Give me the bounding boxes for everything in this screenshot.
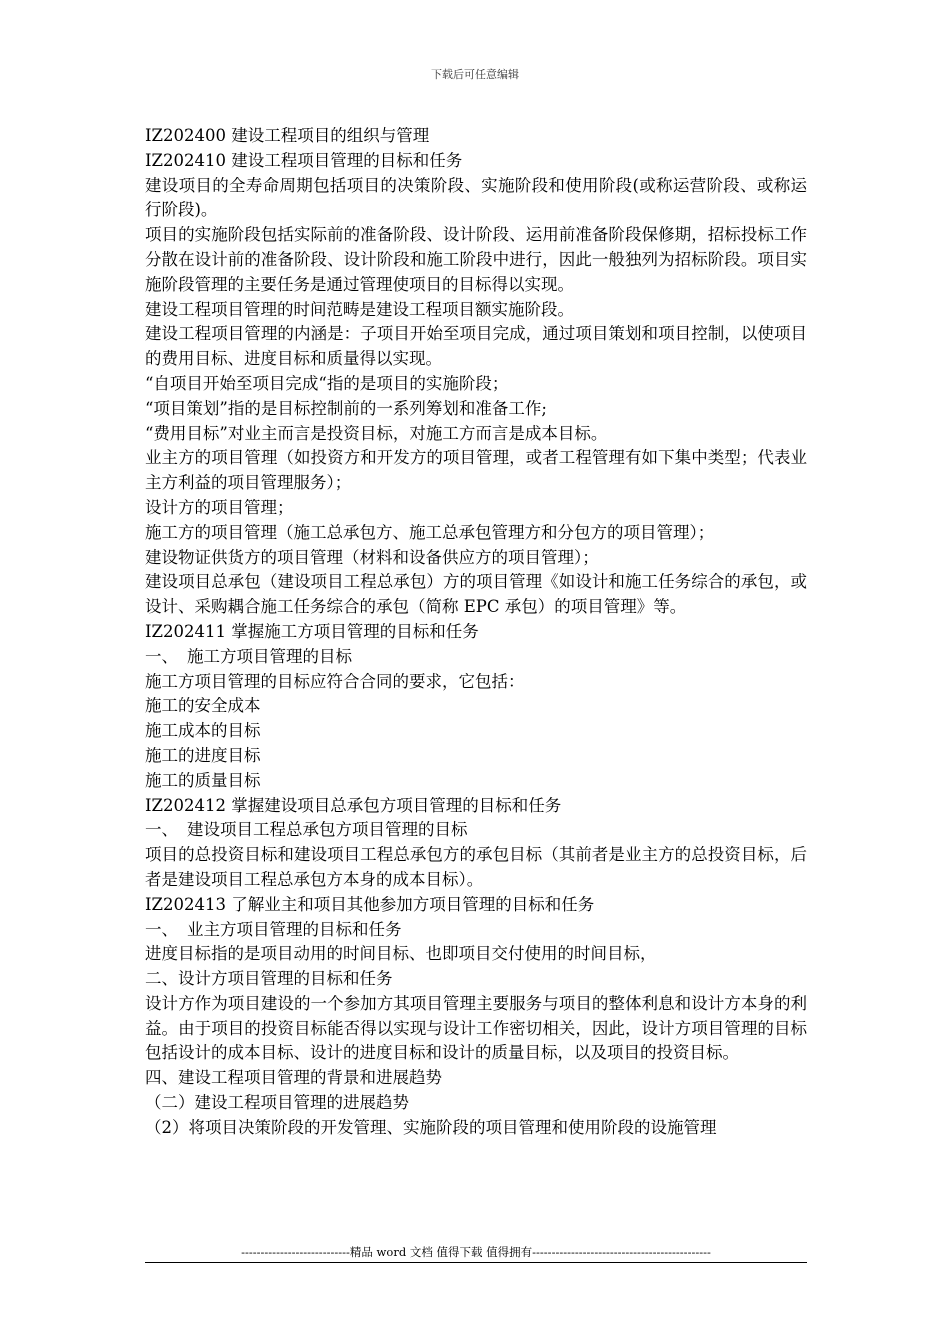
paragraph	[145, 521, 807, 546]
paragraph-text: “费用目标”对业主而言是投资目标，对施工方而言是成本目标。	[145, 423, 608, 443]
paragraph	[145, 397, 807, 422]
paragraph	[145, 992, 807, 1066]
paragraph-text: 进度目标指的是项目动用的时间目标、也即项目交付使用的时间目标，	[145, 944, 657, 964]
paragraph-text: 项目的总投资目标和建设项目工程总承包方的承包目标（其前者是业主方的总投资目标，后者是建设项目工程总承包方本身的成本目标）。	[145, 845, 807, 889]
paragraph-text: 建设项目的全寿命周期包括项目的决策阶段、实施阶段和使用阶段(或称运营阶段、或称运行阶段)。	[145, 175, 807, 220]
page-footer: ----------------------------精品 word 文档 值得下载 值得拥有----------------------------------------------	[241, 1245, 711, 1259]
paragraph	[145, 174, 807, 224]
paragraph-text: 四、建设工程项目管理的背景和进展趋势	[145, 1068, 442, 1088]
paragraph	[145, 893, 807, 918]
paragraph-text: 建设工程项目管理的时间范畴是建设工程项目额实施阶段。	[145, 299, 574, 319]
paragraph	[145, 843, 807, 893]
paragraph	[145, 446, 807, 496]
paragraph-text: （2）将项目决策阶段的开发管理、实施阶段的项目管理和使用阶段的设施管理	[145, 1117, 717, 1137]
paragraph	[145, 546, 807, 571]
paragraph-text: “自项目开始至项目完成“指的是项目的实施阶段；	[145, 373, 509, 393]
paragraph	[145, 942, 807, 967]
paragraph-text: IZ202412 掌握建设项目总承包方项目管理的目标和任务	[145, 795, 562, 815]
paragraph-text: “项目策划”指的是目标控制前的一系列筹划和准备工作;	[145, 398, 547, 418]
paragraph-text: 施工的安全成本	[145, 696, 261, 716]
paragraph	[145, 372, 807, 397]
paragraph-text: 施工的进度目标	[145, 745, 261, 765]
paragraph	[145, 818, 807, 843]
paragraph-text: 建设项目总承包（建设项目工程总承包）方的项目管理《如设计和施工任务综合的承包，或设计、采购耦合施工任务综合的承包（简称 EPC 承包）的项目管理》等。	[145, 572, 807, 617]
page-header: 下载后可任意编辑	[431, 68, 519, 81]
paragraph-text: 建设物证供货方的项目管理（材料和设备供应方的项目管理）；	[145, 547, 599, 567]
paragraph-text: 建设项目工程总承包方项目管理的目标	[187, 820, 468, 840]
paragraph-text: IZ202410 建设工程项目管理的目标和任务	[145, 150, 463, 170]
paragraph	[145, 422, 807, 447]
paragraph-text: （二）建设工程项目管理的进展趋势	[145, 1093, 409, 1113]
paragraph-text: IZ202400 建设工程项目的组织与管理	[145, 126, 430, 145]
paragraph-text: IZ202411 掌握施工方项目管理的目标和任务	[145, 621, 479, 641]
list-number: 一、	[145, 646, 178, 666]
document-body	[145, 124, 807, 1141]
paragraph	[145, 794, 807, 819]
paragraph-text: 施工方的项目管理（施工总承包方、施工总承包管理方和分包方的项目管理）；	[145, 522, 715, 542]
paragraph	[145, 149, 807, 174]
paragraph-text: 建设工程项目管理的内涵是：子项目开始至项目完成，通过项目策划和项目控制，以使项目的费用目标、进度目标和质量得以实现。	[145, 324, 807, 369]
paragraph	[145, 223, 807, 297]
paragraph-text: 业主方项目管理的目标和任务	[187, 919, 402, 939]
paragraph	[145, 645, 807, 670]
paragraph	[145, 124, 807, 149]
paragraph	[145, 322, 807, 372]
paragraph-text: IZ202413 了解业主和项目其他参加方项目管理的目标和任务	[145, 894, 595, 914]
paragraph	[145, 918, 807, 943]
paragraph	[145, 620, 807, 645]
list-number: 一、	[145, 919, 178, 939]
paragraph	[145, 496, 807, 521]
paragraph-text: 二、设计方项目管理的目标和任务	[145, 969, 393, 989]
paragraph	[145, 967, 807, 992]
paragraph	[145, 1116, 807, 1141]
list-number: 一、	[145, 820, 178, 840]
footer-rule	[145, 1262, 807, 1263]
paragraph	[145, 570, 807, 620]
paragraph-text: 施工方项目管理的目标应符合合同的要求，它包括：	[145, 671, 525, 691]
paragraph	[145, 744, 807, 769]
paragraph-text: 施工成本的目标	[145, 721, 261, 741]
paragraph	[145, 1066, 807, 1091]
paragraph-text: 施工的质量目标	[145, 770, 261, 790]
paragraph	[145, 670, 807, 695]
paragraph-text: 设计方作为项目建设的一个参加方其项目管理主要服务与项目的整体利息和设计方本身的利益。由于项目的投资目标能否得以实现与设计工作密切相关，因此，设计方项目管理的目标包括设计的成本目标、设计的进度目标和设计的质量目标，以及项目的投资目标。	[145, 993, 807, 1063]
paragraph-text: 业主方的项目管理（如投资方和开发方的项目管理，或者工程管理有如下集中类型；代表业主方利益的项目管理服务）；	[145, 448, 807, 493]
paragraph	[145, 1091, 807, 1116]
paragraph	[145, 694, 807, 719]
paragraph	[145, 769, 807, 794]
paragraph-text: 设计方的项目管理；	[145, 497, 294, 517]
paragraph-text: 施工方项目管理的目标	[187, 646, 352, 666]
paragraph-text: 项目的实施阶段包括实际前的准备阶段、设计阶段、运用前准备阶段保修期，招标投标工作分散在设计前的准备阶段、设计阶段和施工阶段中进行，因此一般独列为招标阶段。项目实施阶段管理的主要任务是通过管理使项目的目标得以实现。	[145, 225, 807, 294]
paragraph	[145, 298, 807, 323]
paragraph	[145, 719, 807, 744]
